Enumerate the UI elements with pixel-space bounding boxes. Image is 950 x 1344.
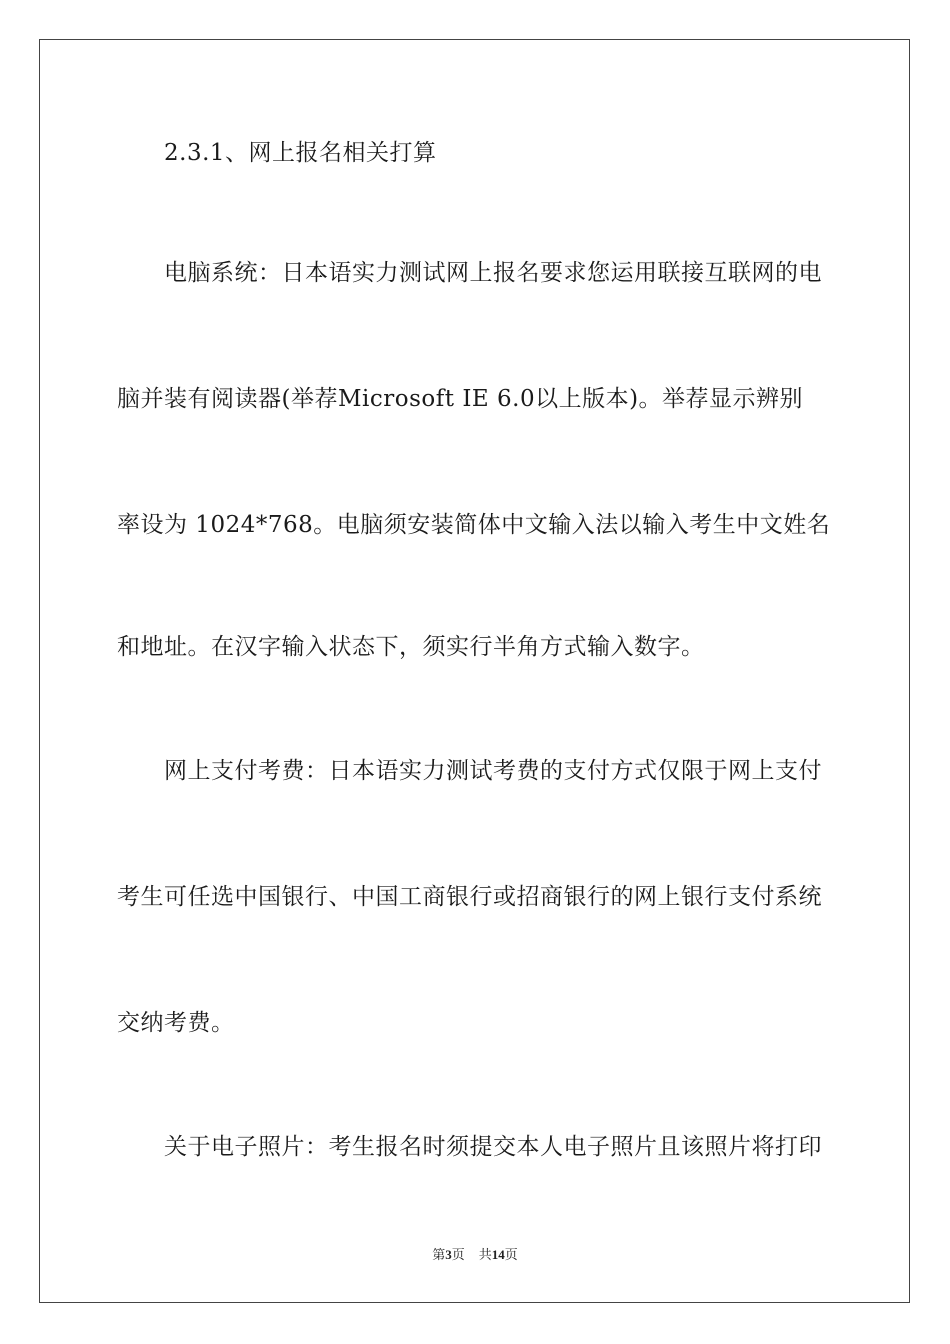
- paragraph-line: 率设为 1024*768。电脑须安装简体中文输入法以输入考生中文姓名: [117, 512, 831, 538]
- total-prefix: 共: [478, 1247, 492, 1262]
- section-heading: 2.3.1、网上报名相关打算: [164, 140, 437, 166]
- paragraph-line: 和地址。在汉字输入状态下，须实行半角方式输入数字。: [117, 634, 705, 660]
- paragraph-line: 关于电子照片：考生报名时须提交本人电子照片且该照片将打印: [164, 1134, 822, 1160]
- page-border: [39, 39, 910, 1303]
- page-number: 3: [445, 1247, 452, 1262]
- paragraph-line: 交纳考费。: [117, 1010, 235, 1036]
- page-suffix: 页: [451, 1247, 465, 1262]
- paragraph-line: 网上支付考费：日本语实力测试考费的支付方式仅限于网上支付: [164, 758, 822, 784]
- page-prefix: 第: [432, 1247, 446, 1262]
- total-suffix: 页: [504, 1247, 518, 1262]
- paragraph-line: 电脑系统：日本语实力测试网上报名要求您运用联接互联网的电: [164, 260, 822, 286]
- total-pages: 14: [491, 1247, 505, 1262]
- paragraph-line: 脑并装有阅读器(举荐Microsoft IE 6.0以上版本)。举荐显示辨别: [117, 386, 804, 412]
- page-footer: [0, 1246, 950, 1264]
- paragraph-line: 考生可任选中国银行、中国工商银行或招商银行的网上银行支付系统: [117, 884, 822, 910]
